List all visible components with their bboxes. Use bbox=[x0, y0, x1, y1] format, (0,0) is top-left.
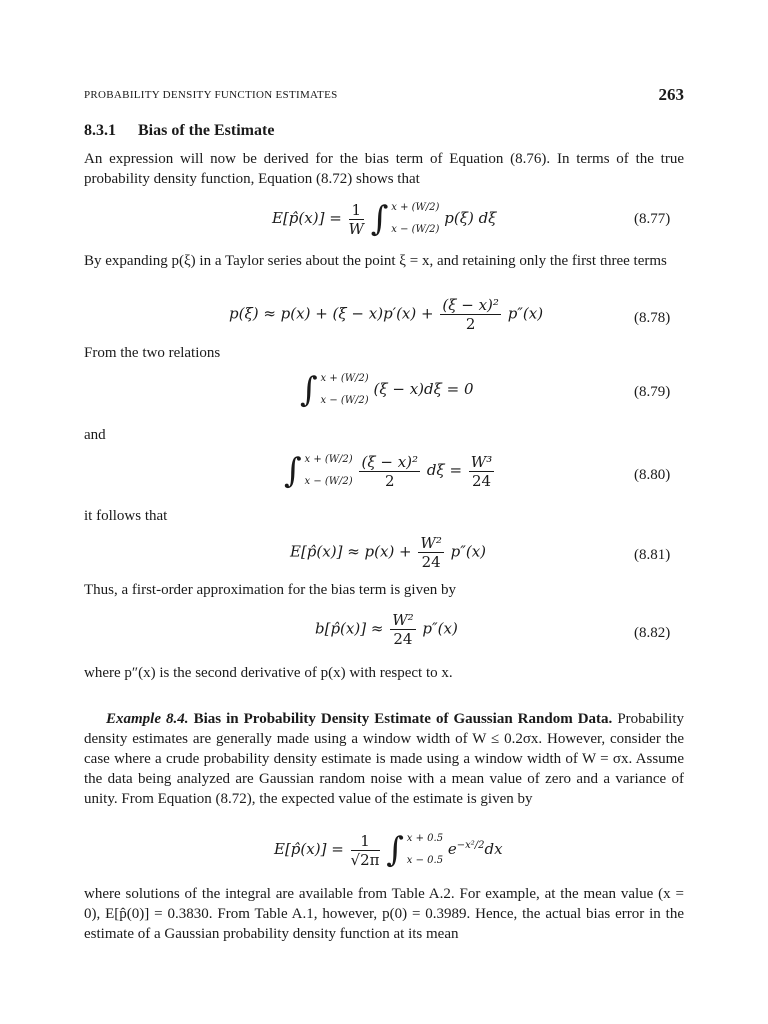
example-8-4 bbox=[84, 709, 684, 809]
equation-number: (8.80) bbox=[634, 467, 671, 483]
integral-limits: x + 0.5 x − 0.5 bbox=[406, 833, 444, 866]
equation-8-79 bbox=[300, 368, 474, 412]
equation-8-77 bbox=[272, 197, 496, 241]
eq-tail: p″(x) bbox=[450, 542, 487, 561]
equation-8-80 bbox=[284, 449, 496, 493]
paragraph-second-derivative: where p″(x) is the second derivative of p(x) with respect to x. bbox=[84, 665, 453, 681]
equation-number: (8.78) bbox=[634, 310, 671, 326]
eq-tail: p″(x) bbox=[507, 304, 544, 323]
eq-fraction: $\frac{\text{W²}}{24}$ bbox=[420, 534, 442, 571]
eq-tail: p″(x) bbox=[422, 619, 458, 638]
page-number: 263 bbox=[658, 85, 684, 104]
eq-fraction: $\frac{\text{W²}}{24}$ bbox=[392, 611, 414, 648]
integral-sign: ∫ bbox=[284, 451, 302, 491]
eq-lhs: E[p̂(x)] = bbox=[272, 209, 342, 227]
example-title: Bias in Probability Density Estimate of Gaussian Random Data. bbox=[193, 711, 613, 727]
equation-number: (8.79) bbox=[634, 384, 671, 400]
eq-integrand: (ξ − x)dξ = 0 bbox=[373, 380, 474, 398]
paragraph-intro: An expression will now be derived for the bias term of Equation (8.76). In terms of the true probability density function, Equation (8.72) shows that bbox=[84, 151, 684, 187]
paragraph-two-relations: From the two relations bbox=[84, 345, 221, 361]
integral-sign: ∫ bbox=[386, 830, 405, 870]
integral-limits: x + (W/2) x − (W/2) bbox=[320, 373, 369, 406]
paragraph-first-order: Thus, a first-order approximation for the bias term is given by bbox=[84, 582, 456, 598]
equation-number: (8.77) bbox=[634, 211, 671, 227]
integral-limits: x + (W/2) x − (W/2) bbox=[391, 202, 440, 235]
paragraph-and: and bbox=[84, 427, 106, 443]
eq-integrand: p(ξ) dξ bbox=[444, 209, 497, 227]
eq-coefficient: $\frac{1}{W}$ bbox=[348, 200, 364, 238]
paragraph-taylor: By expanding p(ξ) in a Taylor series about the point ξ = x, and retaining only the first three terms bbox=[84, 253, 667, 269]
eq-mid: dξ = bbox=[426, 461, 463, 479]
integral-sign: ∫ bbox=[370, 199, 389, 239]
paragraph-follows: it follows that bbox=[84, 508, 168, 524]
integral-limits: x + (W/2) x − (W/2) bbox=[304, 454, 353, 487]
eq-integrand: $e^{-x^2/2}dx$ bbox=[447, 840, 503, 858]
eq-coefficient: $\frac{1}{√2\pi}$ bbox=[350, 831, 380, 869]
equation-8-81 bbox=[290, 534, 486, 571]
eq-lhs: E[p̂(x)] = bbox=[274, 840, 344, 858]
integral-sign: ∫ bbox=[300, 370, 318, 410]
equation-8-78 bbox=[229, 296, 543, 333]
example-label: Example 8.4. bbox=[106, 711, 189, 727]
eq-lhs: p(ξ) ≈ p(x) + (ξ − x)p′(x) + bbox=[229, 304, 434, 323]
equation-number: (8.82) bbox=[634, 625, 671, 641]
paragraph-table-solutions: where solutions of the integral are available from Table A.2. For example, at the mean value (x = 0), E[p̂(0)] = 0.3830. From Table A.1, however, p(0) = 0.3989. Hence, the actual bias error in the estimate of a Gaussian probability density function at its mean bbox=[84, 886, 684, 942]
running-head: PROBABILITY DENSITY FUNCTION ESTIMATES bbox=[84, 89, 338, 101]
example-body: Probability density estimates are generally made using a window width of W ≤ 0.2σx. However, consider the case where a crude probability density estimate is made using a window width of W = σx. Assume the data being analyzed are Gaussian random noise with a mean value of zero and a variance of unity. From Equation (8.72), the expected value of the estimate is given by bbox=[84, 711, 685, 807]
eq-lhs: b[p̂(x)] ≈ bbox=[315, 619, 384, 638]
eq-fraction: $\frac{\text{(ξ − x)²}}{2}$ bbox=[442, 296, 499, 333]
section-number: 8.3.1 bbox=[84, 122, 116, 139]
section-title: Bias of the Estimate bbox=[138, 122, 275, 139]
eq-lhs: E[p̂(x)] ≈ p(x) + bbox=[290, 542, 412, 561]
equation-number: (8.81) bbox=[634, 547, 671, 563]
equation-example bbox=[274, 828, 503, 872]
equation-8-82 bbox=[315, 611, 458, 648]
eq-rhs-fraction: $\frac{\text{W³}}{24}$ bbox=[470, 452, 493, 490]
section-heading bbox=[84, 122, 274, 140]
page-header bbox=[84, 85, 684, 109]
eq-fraction: $\frac{\text{(ξ − x)²}}{2}$ bbox=[361, 452, 419, 490]
